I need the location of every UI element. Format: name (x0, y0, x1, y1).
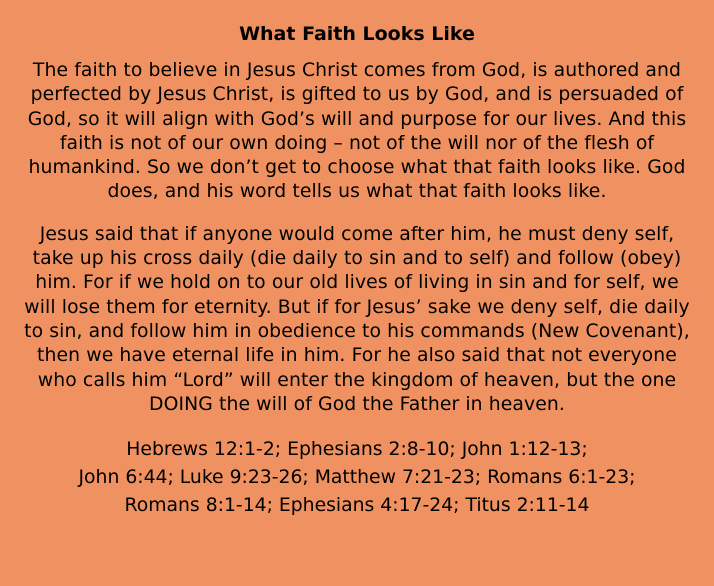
paragraph-follow-jesus: Jesus said that if anyone would come after him, he must deny self, take up his cross daily (die daily to sin and to self) and follow (obey) him. For if we hold on to our old lives of living in sin and for self, we will lose them for eternity. But if for Jesus’ sake we deny self, die daily to sin, and follow him in obedience to his commands (New Covenant), then we have eternal life in him. For he also said that not everyone who calls him “Lord” will enter the kingdom of heaven, but the one DOING the will of God the Father in heaven. (24, 223, 690, 415)
document-title: What Faith Looks Like (239, 23, 475, 45)
reference-line: Hebrews 12:1-2; Ephesians 2:8-10; John 1:12-13; (126, 439, 588, 461)
reference-line: Romans 8:1-14; Ephesians 4:17-24; Titus 2:11-14 (124, 495, 590, 517)
paragraph-faith-source: The faith to believe in Jesus Christ comes from God, is authored and perfected by Jesus Christ, is gifted to us by God, and is persuaded of God, so it will align with God’s will and purpose for our lives. And this faith is not of our own doing – not of the will nor of the flesh of humankind. So we don’t get to choose what that faith looks like. God does, and his word tells us what that faith looks like. (27, 60, 687, 203)
reference-line: John 6:44; Luke 9:23-26; Matthew 7:21-23; Romans 6:1-23; (78, 467, 636, 489)
scripture-references (20, 436, 694, 520)
